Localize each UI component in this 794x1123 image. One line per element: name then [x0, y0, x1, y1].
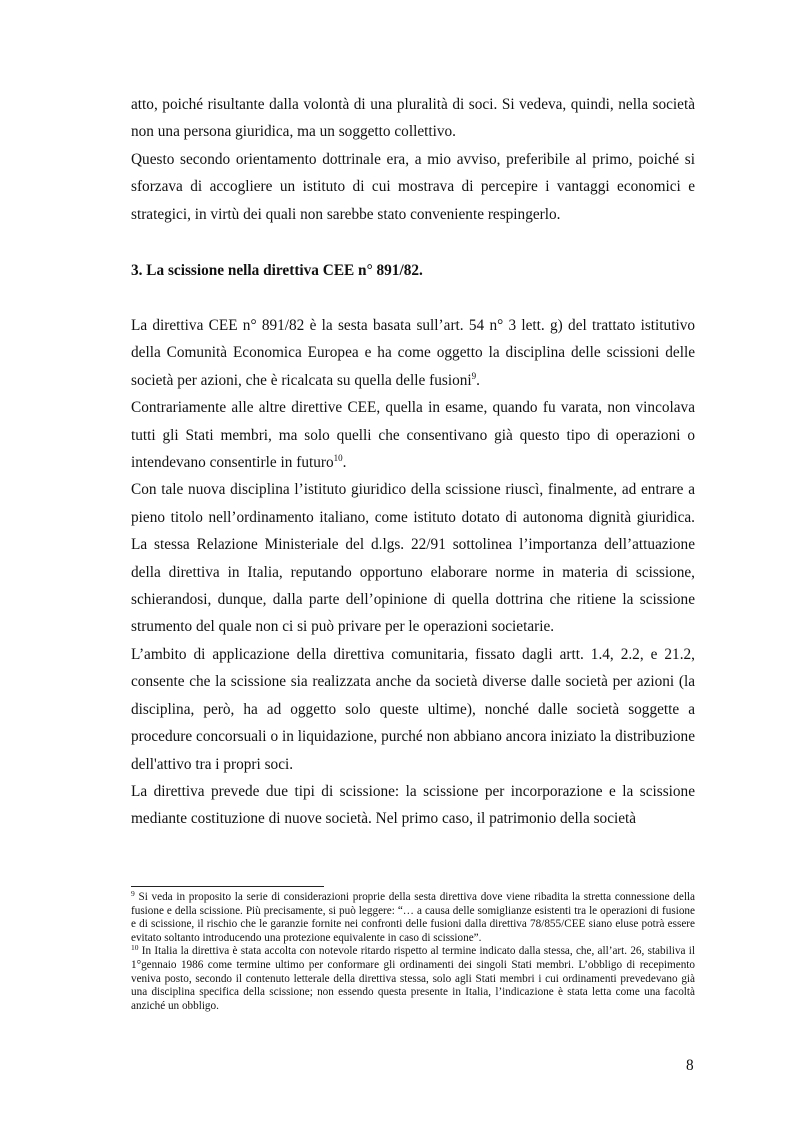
- paragraph: La direttiva CEE n° 891/82 è la sesta basata sull’art. 54 n° 3 lett. g) del trattato istitutivo della Comunità Economica Europea e ha come oggetto la disciplina delle scissioni delle società per azioni, che è ricalcata su quella delle fusioni$^9$.: [131, 317, 695, 389]
- footnote-ref[interactable]: 10: [333, 453, 343, 464]
- section-heading: 3. La scissione nella direttiva CEE n° 891/82.: [131, 262, 423, 279]
- footnote-number: 10: [131, 943, 139, 953]
- footnote-number: 9: [131, 889, 135, 898]
- paragraph: L’ambito di applicazione della direttiva comunitaria, fissato dagli artt. 1.4, 2.2, e 21.2, consente che la scissione sia realizzata anche da società diverse dalle società per azioni (la disciplina, però, ha ad oggetto solo queste ultime), nonché dalle società soggette a procedure concorsuali o in liquidazione, purché non abbiano ancora iniziato la distribuzione dell'attivo tra i propri soci.: [131, 645, 695, 773]
- page-number: 8: [686, 1057, 694, 1074]
- footnote: $^9$ Si veda in proposito la serie di considerazioni proprie della sesta direttiva dove viene ribadita la stretta connessione della fusione e della scissione. Più precisamente, si può leggere: “… a causa delle somiglianze esistenti tra le operazioni di fusione e di scissione, il rischio che le garanzie fornite nei confronti delle fusioni dalla direttiva 78/855/CEE siano eluse potrà essere evitato soltanto introducendo una protezione equivalente in caso di scissione”.: [131, 889, 695, 944]
- body-text-top: [131, 91, 695, 228]
- body-text-section: [131, 312, 695, 833]
- footnotes: [131, 891, 695, 1013]
- footnote: $^{10}$ In Italia la direttiva è stata accolta con notevole ritardo rispetto al termine indicato dalla stessa, che, all’art. 26, stabiliva il 1°gennaio 1986 come termine ultimo per conformare gli ordinamenti dei singoli Stati membri. L’obbligo di recepimento veniva posto, secondo il contenuto letterale della direttiva stessa, solo agli Stati membri i cui ordinamenti prevedevano già una disciplina specifica della scissione; non essendo questa presente in Italia, l’indicazione è stata letta come una facoltà anziché un obbligo.: [131, 943, 695, 1012]
- footnote-separator: [131, 886, 324, 887]
- paragraph: La direttiva prevede due tipi di scissione: la scissione per incorporazione e la scissione mediante costituzione di nuove società. Nel primo caso, il patrimonio della società: [131, 782, 695, 828]
- paragraph: Contrariamente alle altre direttive CEE, quella in esame, quando fu varata, non vincolava tutti gli Stati membri, ma solo quelli che consentivano già questo tipo di operazioni o intendevano consentirle in futuro$^{10}$.: [131, 399, 695, 472]
- paragraph: Questo secondo orientamento dottrinale era, a mio avviso, preferibile al primo, poiché si sforzava di accogliere un istituto di cui mostrava di percepire i vantaggi economici e strategici, in virtù dei quali non sarebbe stato conveniente respingerlo.: [131, 150, 695, 223]
- paragraph: atto, poiché risultante dalla volontà di una pluralità di soci. Si vedeva, quindi, nella società non una persona giuridica, ma un soggetto collettivo.: [131, 96, 695, 141]
- footnote-ref[interactable]: 9: [471, 370, 477, 381]
- paragraph: Con tale nuova disciplina l’istituto giuridico della scissione riuscì, finalmente, ad entrare a pieno titolo nell’ordinamento italiano, come istituto dotato di autonoma dignità giuridica. La stessa Relazione Ministeriale del d.lgs. 22/91 sottolinea l’importanza dell’attuazione della direttiva in Italia, reputando opportuno elaborare norme in materia di scissione, schierandosi, dunque, dalla parte dell’opinione di quella dottrina che ritiene la scissione strumento del quale non ci si può privare per le operazioni societarie.: [131, 481, 695, 636]
